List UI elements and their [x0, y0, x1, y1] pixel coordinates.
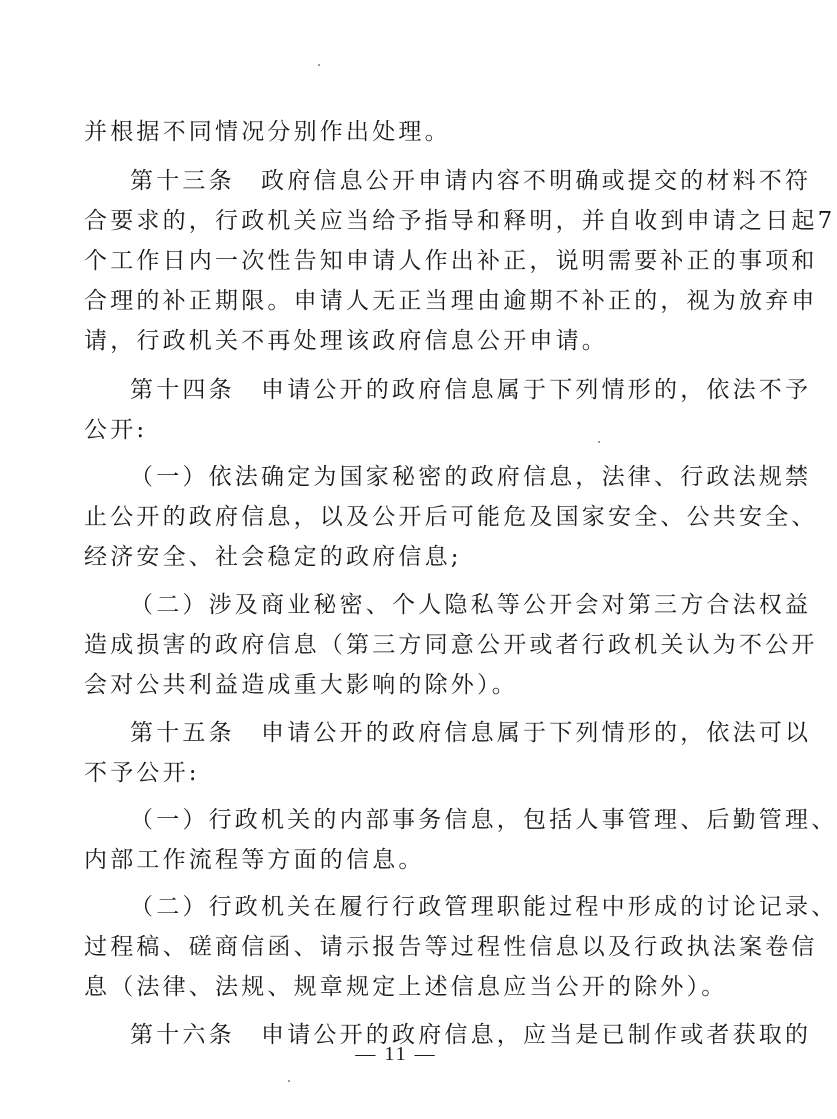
clause-line: （二）行政机关在履行行政管理职能过程中形成的讨论记录、	[130, 894, 837, 920]
page-number: — 11 —	[355, 1043, 437, 1065]
text-line: 合要求的，行政机关应当给予指导和释明，并自收到申请之日起7	[84, 208, 836, 234]
scan-speck	[598, 441, 600, 443]
text-line: 并根据不同情况分别作出处理。	[84, 119, 451, 145]
clause-line: （二）涉及商业秘密、个人隐私等公开会对第三方合法权益	[130, 592, 812, 618]
clause-line: （一）行政机关的内部事务信息，包括人事管理、后勤管理、	[130, 807, 837, 833]
article-14-heading-line: 第十四条 申请公开的政府信息属于下列情形的，依法不予	[130, 377, 812, 403]
scan-speck	[318, 64, 320, 66]
text-line: 止公开的政府信息，以及公开后可能危及国家安全、公共安全、	[84, 504, 818, 530]
text-line: 个工作日内一次性告知申请人作出补正，说明需要补正的事项和	[84, 248, 818, 274]
clause-line: （一）依法确定为国家秘密的政府信息，法律、行政法规禁	[130, 464, 812, 490]
scan-speck	[288, 1080, 290, 1082]
text-line: 公开:	[84, 417, 148, 443]
text-line: 经济安全、社会稳定的政府信息;	[84, 544, 462, 570]
text-line: 合理的补正期限。申请人无正当理由逾期不补正的，视为放弃申	[84, 288, 818, 314]
text-line: 造成损害的政府信息（第三方同意公开或者行政机关认为不公开	[84, 632, 818, 658]
text-line: 过程稿、磋商信函、请示报告等过程性信息以及行政执法案卷信	[84, 934, 818, 960]
text-line: 息（法律、法规、规章规定上述信息应当公开的除外）。	[84, 974, 728, 1000]
text-line: 会对公共利益造成重大影响的除外）。	[84, 672, 518, 698]
article-13-heading-line: 第十三条 政府信息公开申请内容不明确或提交的材料不符	[130, 168, 812, 194]
text-line: 不予公开:	[84, 760, 200, 786]
text-line: 内部工作流程等方面的信息。	[84, 847, 425, 873]
text-line: 请，行政机关不再处理该政府信息公开申请。	[84, 328, 608, 354]
article-15-heading-line: 第十五条 申请公开的政府信息属于下列情形的，依法可以	[130, 720, 812, 746]
article-16-heading-line: 第十六条 申请公开的政府信息，应当是已制作或者获取的	[130, 1022, 812, 1048]
